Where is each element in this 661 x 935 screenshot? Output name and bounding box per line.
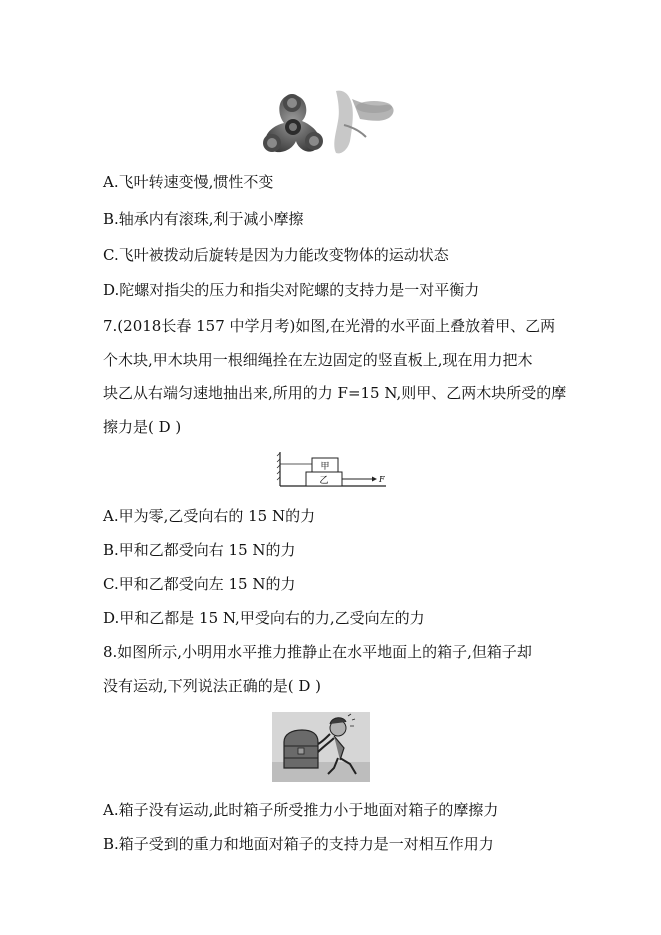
question-6-option-c: C.飞叶被拨动后旋转是因为力能改变物体的运动状态	[103, 246, 449, 264]
question-7-option-d: D.甲和乙都是 15 N,甲受向右的力,乙受向左的力	[103, 609, 425, 627]
box-icon	[284, 730, 318, 768]
hand-spinning-icon	[334, 91, 393, 154]
block-yi-label: 乙	[319, 476, 329, 486]
question-8-option-b: B.箱子受到的重力和地面对箱子的支持力是一对相互作用力	[103, 835, 494, 853]
fidget-spinner-figure	[252, 85, 398, 159]
question-7-option-b: B.甲和乙都受向右 15 N的力	[103, 541, 296, 559]
question-7-stem-line-3: 块乙从右端匀速地抽出来,所用的力 F=15 N,则甲、乙两木块所受的摩	[103, 384, 567, 402]
question-6-option-a: A.飞叶转速变慢,惯性不变	[103, 173, 274, 191]
question-8-stem-line-1: 8.如图所示,小明用水平推力推静止在水平地面上的箱子,但箱子却	[103, 643, 532, 661]
question-7-stem-line-4: 擦力是( D )	[103, 418, 182, 436]
force-label: F	[379, 475, 385, 484]
question-8-option-a: A.箱子没有运动,此时箱子所受推力小于地面对箱子的摩擦力	[103, 801, 499, 819]
spinner-body	[263, 94, 323, 152]
question-6-option-d: D.陀螺对指尖的压力和指尖对陀螺的支持力是一对平衡力	[103, 281, 480, 299]
question-6-option-b: B.轴承内有滚珠,利于减小摩擦	[103, 210, 304, 228]
question-7-option-c: C.甲和乙都受向左 15 N的力	[103, 575, 296, 593]
question-8-stem-line-2: 没有运动,下列说法正确的是( D )	[103, 677, 322, 695]
question-7-stem-line-2: 个木块,甲木块用一根细绳拴在左边固定的竖直板上,现在用力把木	[103, 351, 533, 369]
question-7-option-a: A.甲为零,乙受向右的 15 N的力	[103, 507, 316, 525]
block-jia-label: 甲	[320, 462, 330, 472]
question-7-stem-line-1: 7.(2018长春 157 中学月考)如图,在光滑的水平面上叠放着甲、乙两	[103, 317, 556, 335]
stacked-blocks-figure	[276, 450, 388, 490]
boy-pushing-box-figure	[272, 712, 370, 782]
